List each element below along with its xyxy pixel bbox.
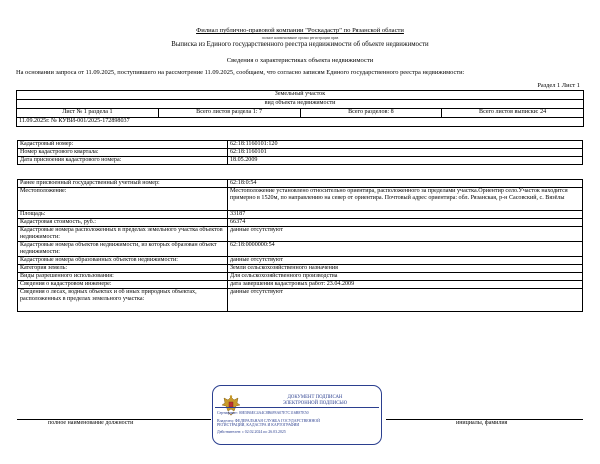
name-caption: инициалы, фамилия [456, 420, 508, 426]
row-value: данные отсутствуют [228, 227, 583, 242]
row-label: Площадь: [18, 211, 228, 219]
stamp-line-1: ДОКУМЕНТ ПОДПИСАН [287, 395, 343, 400]
row-value: 18.05.2009 [228, 157, 583, 165]
row-label: Кадастровые номера расположенных в пределах земельного участка объектов недвижимости: [18, 227, 228, 242]
sheet-number: Лист № 1 раздела 1 [17, 109, 159, 118]
row-value: 62:18:0:54 [228, 180, 583, 188]
row-value: 33187 [228, 211, 583, 219]
row-label: Кадастровые номера образованных объектов недвижимости: [18, 257, 228, 265]
row-label: Местоположение: [18, 188, 228, 211]
electronic-signature-stamp [212, 385, 382, 445]
row-label: Кадастровый номер: [18, 141, 228, 149]
row-label: Сведения о лесах, водных объектах и об иных природных объектах, расположенных в пределах земельного участка: [18, 289, 228, 312]
row-value: 66374 [228, 219, 583, 227]
stamp-divider [215, 407, 379, 408]
sections-total: Всего разделов: 8 [300, 109, 442, 118]
details-table [17, 179, 583, 312]
table-row [18, 219, 583, 227]
row-value: 62:18:1160101 [228, 149, 583, 157]
document-title: Выписка из Единого государственного реестра недвижимости об объекте недвижимости [171, 41, 429, 48]
table-row [18, 281, 583, 289]
object-name: Земельный участок [17, 91, 584, 100]
row-label: Кадастровые номера объектов недвижимости, из которых образован объект недвижимости: [18, 242, 228, 257]
table-row [18, 242, 583, 257]
organization-caption: полное наименование органа регистрации прав [261, 36, 339, 40]
row-label: Сведения о кадастровом инженере: [18, 281, 228, 289]
row-value: 62:18:0000000:54 [228, 242, 583, 257]
intro-text: На основании запроса от 11.09.2025, поступившего на рассмотрение 11.09.2025, сообщаем, что согласно записям Единого государственного реестра недвижимости: [16, 69, 465, 76]
request-date-number: 11.09.2025г. № КУВИ-001/2025-172898037 [17, 118, 584, 127]
stamp-owner-1: Владелец: ФЕДЕРАЛЬНАЯ СЛУЖБА ГОСУДАРСТВЕННОЙ [217, 419, 320, 423]
stamp-certificate: Сертификат: 00E5B6EC4A4C8B6F8A07E7C116B87E50 [217, 411, 309, 415]
table-row [18, 149, 583, 157]
table-row [18, 180, 583, 188]
table-row [18, 141, 583, 149]
basic-info-table [17, 140, 583, 165]
table-row [18, 265, 583, 273]
row-label: Номер кадастрового квартала: [18, 149, 228, 157]
row-label: Категория земель: [18, 265, 228, 273]
row-value: данные отсутствуют [228, 289, 583, 312]
organization-name: Филиал публично-правовой компании "Роскадастр" по Рязанской области [196, 27, 404, 34]
table-row [18, 188, 583, 211]
position-caption: полное наименование должности [48, 420, 134, 426]
row-label: Ранее присвоенный государственный учетный номер: [18, 180, 228, 188]
sheets-total: Всего листов выписки: 24 [442, 109, 584, 118]
row-value: Земли сельскохозяйственного назначения [228, 265, 583, 273]
row-label: Виды разрешенного использования: [18, 273, 228, 281]
stamp-owner-2: РЕГИСТРАЦИИ, КАДАСТРА И КАРТОГРАФИИ [217, 423, 300, 427]
row-value: 62:18:1160101:120 [228, 141, 583, 149]
row-value: Для сельскохозяйственного производства [228, 273, 583, 281]
section-title: Сведения о характеристиках объекта недвижимости [226, 57, 374, 64]
table-row [18, 211, 583, 219]
table-row [18, 289, 583, 312]
row-value: Местоположение установлено относительно ориентира, расположенного за пределами участка.Ориентир село.Участок находится примерно в 1520м, по направлению на север от ориентира. Почтовый адрес ориентира: обл. Рязанская, р-н Сасовский, с. Вязёлы [228, 188, 583, 211]
object-caption: вид объекта недвижимости [17, 100, 584, 109]
table-row [18, 227, 583, 242]
table-row [18, 257, 583, 265]
stamp-line-2: ЭЛЕКТРОННОЙ ПОДПИСЬЮ [282, 401, 348, 406]
row-value: дата завершения кадастровых работ: 23.04.2009 [228, 281, 583, 289]
row-label: Дата присвоения кадастрового номера: [18, 157, 228, 165]
row-label: Кадастровая стоимость, руб.: [18, 219, 228, 227]
section-page-label: Раздел 1 Лист 1 [537, 82, 580, 89]
section-sheets-total: Всего листов раздела 1: 7 [158, 109, 300, 118]
stamp-validity: Действителен: с 02.02.2024 по 26.03.2025 [217, 430, 286, 434]
table-row [18, 157, 583, 165]
table-row [18, 273, 583, 281]
summary-table [16, 90, 584, 127]
row-value: данные отсутствуют [228, 257, 583, 265]
